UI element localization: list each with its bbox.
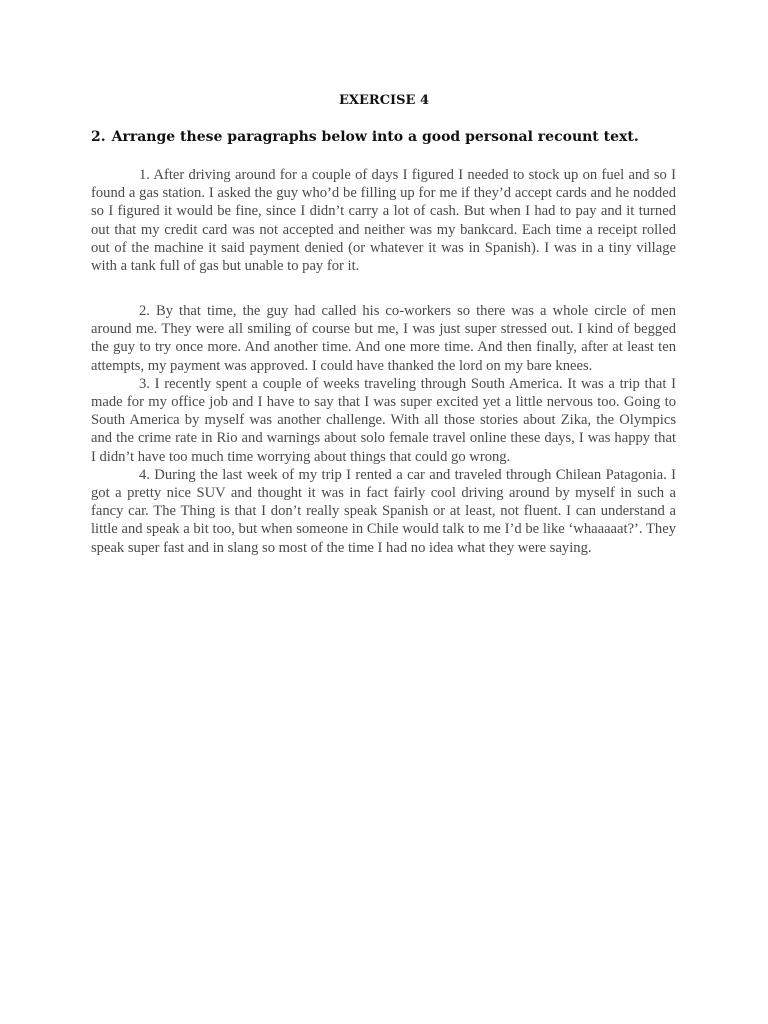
paragraph-4: 4. During the last week of my trip I rented a car and traveled through Chilean Patagonia. I got a pretty nice SUV and thought it was in fact fairly cool driving around by myself in such a fancy car. The Thing is that I don’t really speak Spanish or at least, not fluent. I can understand a little and speak a bit too, but when someone in Chile would talk to me I’d be like ‘whaaaaat?’. They speak super fast and in slang so most of the time I had no idea what they were saying. — [91, 466, 676, 556]
paragraph-2: 2. By that time, the guy had called his co-workers so there was a whole circle of men around me. They were all smiling of course but me, I was just super stressed out. I kind of begged the guy to try once more. And another time. And one more time. And then finally, after at least ten attempts, my payment was approved. I could have thanked the lord on my bare knees. — [91, 303, 676, 374]
paragraph-1: 1. After driving around for a couple of days I figured I needed to stock up on fuel and so I found a gas station. I asked the guy who’d be filling up for me if they’d accept cards and he nodded so I figured it would be fine, since I didn’t carry a lot of cash. But when I had to pay and it turned out that my credit card was not accepted and neither was my bankcard. Each time a receipt rolled out of the machine it said payment denied (or whatever it was in Spanish). I was in a tiny village with a tank full of gas but unable to pay for it. — [91, 167, 676, 275]
instruction-heading — [91, 129, 691, 145]
paragraph-block-2 — [91, 302, 676, 557]
paragraph-block-1 — [91, 166, 676, 275]
exercise-title: EXERCISE 4 — [338, 93, 429, 108]
paragraph-3: 3. I recently spent a couple of weeks traveling through South America. It was a trip that I made for my office job and I have to say that I was super excited yet a little nervous too. Going to South America by myself was another challenge. With all those stories about Zika, the Olympics and the crime rate in Rio and warnings about solo female travel online these days, I was happy that I didn’t have too much time worrying about things that could go wrong. — [91, 375, 676, 465]
instruction-text: Arrange these paragraphs below into a good personal recount text. — [111, 129, 639, 145]
instruction-number: 2. — [91, 129, 106, 145]
